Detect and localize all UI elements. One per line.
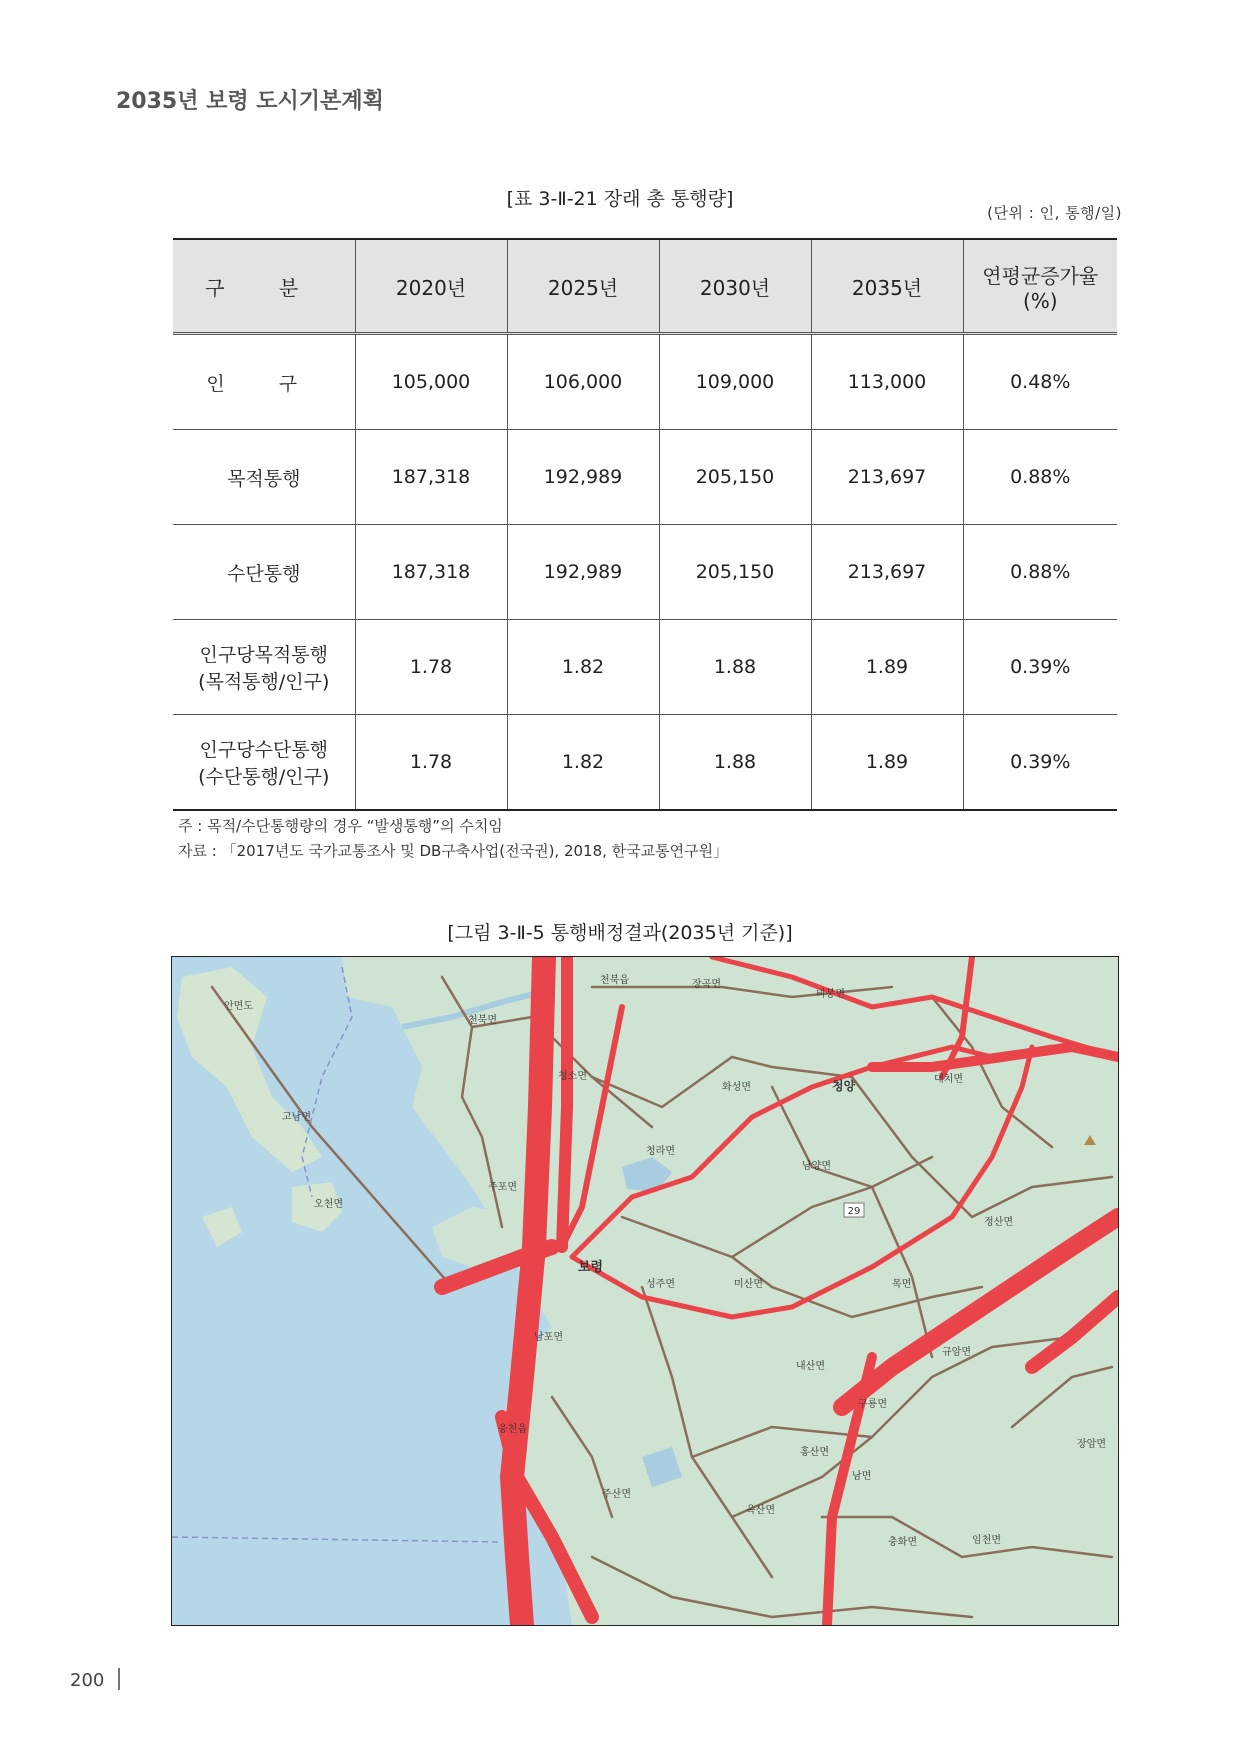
- table-cell: 187,318: [355, 430, 507, 525]
- header-category: 구 분: [173, 239, 355, 334]
- table-row: [173, 525, 1117, 620]
- map-label: 화성면: [722, 1082, 751, 1093]
- table-cell: 213,697: [811, 525, 963, 620]
- map-label: 주산면: [602, 1489, 631, 1500]
- page-number: 200: [70, 1670, 105, 1691]
- route-number-label: 29: [847, 1206, 861, 1217]
- table-note: 주 : 목적/수단통행량의 경우 “발생통행”의 수치임: [178, 817, 503, 835]
- row-label-line1: 인구당수단통행: [199, 739, 328, 761]
- table-row: [173, 334, 1117, 430]
- map-label: 임천면: [972, 1535, 1001, 1546]
- table-cell: 205,150: [659, 430, 811, 525]
- map-label: 남면: [852, 1471, 872, 1482]
- map-label: 장곡면: [692, 979, 721, 990]
- map-label: 홍산면: [800, 1447, 829, 1458]
- row-label: [173, 715, 355, 811]
- row-label-line2: (목적통행/인구): [198, 671, 330, 693]
- map-label: 충화면: [888, 1537, 917, 1548]
- table-caption: [표 3-Ⅱ-21 장래 총 통행량]: [506, 188, 734, 210]
- table-cell: 0.39%: [963, 620, 1117, 715]
- table-cell: 213,697: [811, 430, 963, 525]
- header-2025: 2025년: [507, 239, 659, 334]
- traffic-assignment-map: [171, 956, 1119, 1626]
- map-canvas: [172, 957, 1118, 1625]
- table-row: [173, 430, 1117, 525]
- table-cell: 192,989: [507, 430, 659, 525]
- map-label: 안면도: [224, 1001, 253, 1012]
- table-cell: 187,318: [355, 525, 507, 620]
- table-cell: 1.89: [811, 620, 963, 715]
- header-annual-growth: [963, 239, 1117, 334]
- table-unit-note: (단위 : 인, 통행/일): [987, 204, 1122, 222]
- table-cell: 0.39%: [963, 715, 1117, 811]
- header-2020: 2020년: [355, 239, 507, 334]
- table-cell: 205,150: [659, 525, 811, 620]
- table-notes: [178, 814, 728, 864]
- table-cell: 105,000: [355, 334, 507, 430]
- map-label: 목면: [892, 1279, 912, 1290]
- header-annual-growth-line1: 연평균증가율: [982, 263, 1099, 288]
- table-cell: 0.88%: [963, 525, 1117, 620]
- table-row: [173, 715, 1117, 811]
- map-label: 미산면: [734, 1279, 763, 1290]
- table-cell: 1.88: [659, 715, 811, 811]
- map-label: 정산면: [984, 1217, 1013, 1228]
- map-label: 웅천읍: [498, 1424, 527, 1435]
- map-label: 장암면: [1077, 1439, 1106, 1450]
- table-cell: 1.89: [811, 715, 963, 811]
- map-label: 청라면: [646, 1146, 675, 1157]
- map-label: 청소면: [558, 1071, 587, 1082]
- header-2035: 2035년: [811, 239, 963, 334]
- map-label: 비봉면: [816, 989, 845, 1000]
- future-traffic-table: [173, 238, 1117, 811]
- header-annual-growth-line2: (%): [1022, 288, 1058, 313]
- document-header-title: 2035년 보령 도시기본계획: [116, 89, 384, 114]
- table-cell: 0.88%: [963, 430, 1117, 525]
- map-label: 구룡면: [858, 1399, 887, 1410]
- table-source: 자료 : 「2017년도 국가교통조사 및 DB구축사업(전국권), 2018, 한국교통연구원」: [178, 842, 729, 860]
- header-2030: 2030년: [659, 239, 811, 334]
- figure-caption: [그림 3-Ⅱ-5 통행배정결과(2035년 기준)]: [447, 922, 793, 944]
- map-label: 보령: [578, 1260, 604, 1275]
- map-label: 대치면: [934, 1074, 963, 1085]
- map-label: 천북읍: [600, 975, 629, 986]
- map-label: 옥산면: [746, 1505, 775, 1516]
- row-label-line1: 인구당목적통행: [199, 644, 328, 666]
- table-cell: 1.78: [355, 620, 507, 715]
- table-cell: 0.48%: [963, 334, 1117, 430]
- map-label: 규암면: [942, 1347, 971, 1358]
- table-cell: 109,000: [659, 334, 811, 430]
- map-label: 주포면: [488, 1182, 517, 1193]
- row-label: [173, 620, 355, 715]
- row-label-line2: (수단통행/인구): [198, 766, 330, 788]
- table-row: [173, 620, 1117, 715]
- map-label: 청양: [832, 1079, 856, 1093]
- table-cell: 106,000: [507, 334, 659, 430]
- map-label: 남양면: [802, 1161, 831, 1172]
- table-cell: 1.88: [659, 620, 811, 715]
- table-cell: 1.82: [507, 715, 659, 811]
- table-cell: 1.82: [507, 620, 659, 715]
- row-label: 수단통행: [173, 525, 355, 620]
- table-cell: 113,000: [811, 334, 963, 430]
- row-label: 목적통행: [173, 430, 355, 525]
- map-label: 고남면: [282, 1112, 311, 1123]
- page-number-divider: [118, 1668, 120, 1690]
- flow-main-north-south-2: [562, 957, 567, 1247]
- map-label: 내산면: [796, 1361, 825, 1372]
- table-cell: 1.78: [355, 715, 507, 811]
- map-label: 오천면: [314, 1199, 343, 1210]
- table-header-row: [173, 239, 1117, 334]
- map-label: 천북면: [468, 1015, 497, 1026]
- row-label: 인 구: [173, 334, 355, 430]
- map-label: 성주면: [646, 1279, 675, 1290]
- table-cell: 192,989: [507, 525, 659, 620]
- map-label: 남포면: [534, 1332, 563, 1343]
